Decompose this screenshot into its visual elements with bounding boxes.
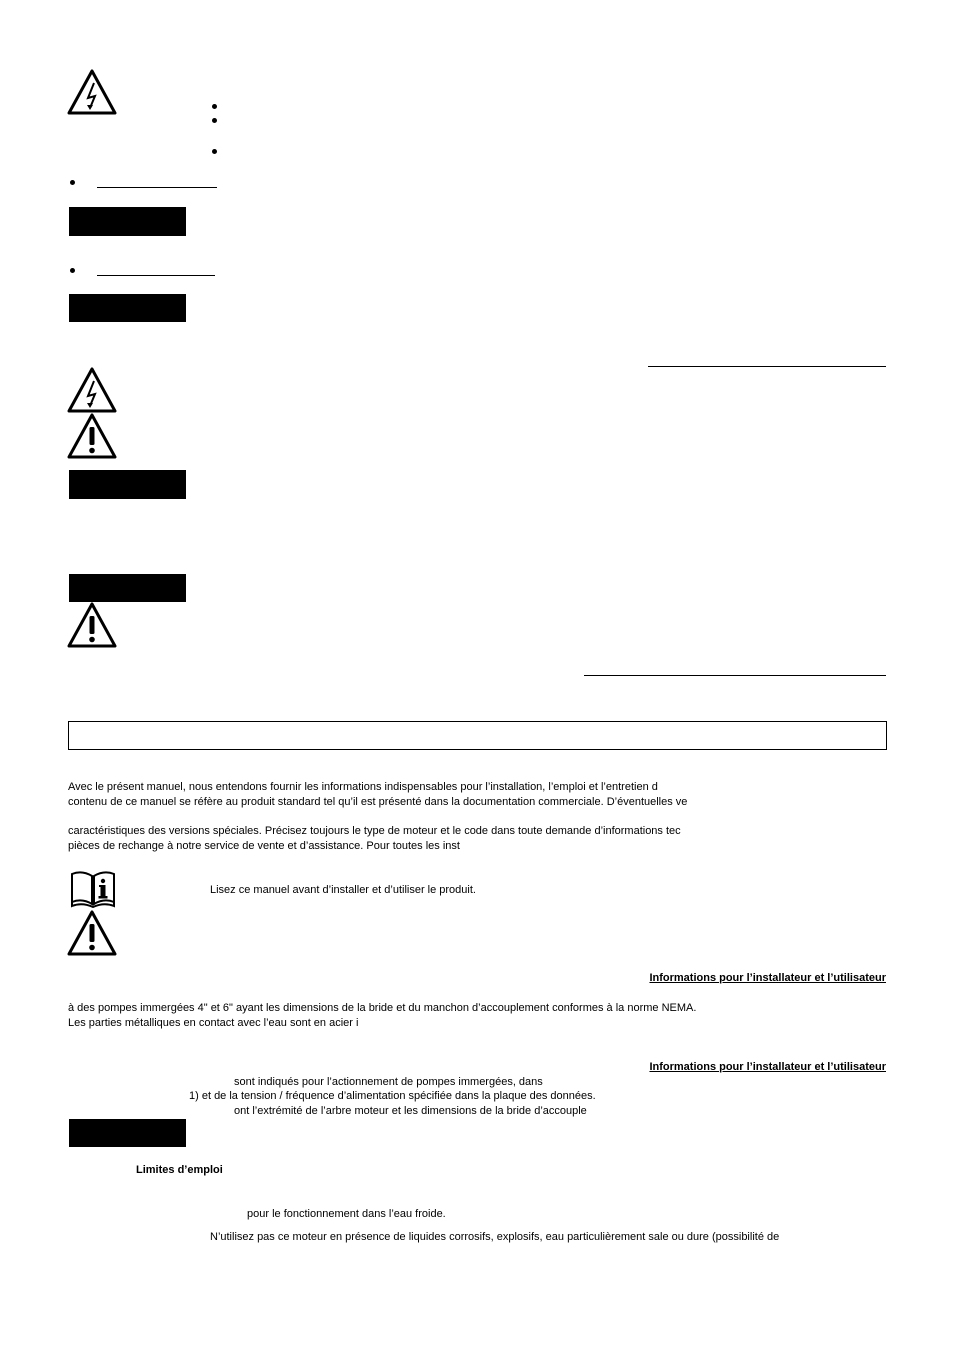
intro-line-4: pièces de rechange à notre service de vente et d’assistance. Pour toutes les inst	[68, 840, 460, 852]
bullet	[70, 180, 75, 185]
section-heading: Informations pour l’installateur et l’utilisateur	[649, 1061, 886, 1073]
redacted-label-box	[69, 470, 186, 499]
section2-line-2: 1) et de la tension / fréquence d’alimentation spécifiée dans la plaque des données.	[189, 1090, 596, 1102]
electric-warning-icon	[67, 69, 117, 115]
bullet	[70, 268, 75, 273]
section1-line-2: Les parties métalliques en contact avec l’eau sont en acier i	[68, 1017, 359, 1029]
limits-heading: Limites d’emploi	[136, 1164, 223, 1176]
bullet	[212, 149, 217, 154]
redacted-label-box	[69, 574, 186, 602]
section1-line-1: à des pompes immergées 4" et 6" ayant les dimensions de la bride et du manchon d’accouplement conformes à la norme NEMA.	[68, 1002, 697, 1014]
redacted-label-box	[69, 1119, 186, 1147]
general-warning-icon	[67, 910, 117, 956]
underline-rule	[97, 187, 217, 188]
underline-rule	[584, 675, 886, 676]
limits-line-1: pour le fonctionnement dans l’eau froide.	[247, 1208, 446, 1220]
general-warning-icon	[67, 602, 117, 648]
read-manual-icon	[70, 870, 116, 908]
redacted-label-box	[69, 294, 186, 322]
section-heading: Informations pour l’installateur et l’utilisateur	[649, 972, 886, 984]
read-manual-text: Lisez ce manuel avant d’installer et d’utiliser le produit.	[210, 884, 476, 896]
electric-warning-icon	[67, 367, 117, 413]
redacted-label-box	[69, 207, 186, 236]
general-warning-icon	[67, 413, 117, 459]
limits-line-2: N’utilisez pas ce moteur en présence de liquides corrosifs, explosifs, eau particulièrement sale ou dure (possibilité de	[210, 1231, 780, 1243]
intro-line-2: contenu de ce manuel se réfère au produit standard tel qu’il est présenté dans la documentation commerciale. D’éventuelles ve	[68, 796, 688, 808]
underline-rule	[97, 275, 215, 276]
bullet	[212, 104, 217, 109]
section2-line-3: ont l’extrémité de l’arbre moteur et les dimensions de la bride d’accouple	[234, 1105, 587, 1117]
bullet	[212, 118, 217, 123]
underline-rule	[648, 366, 886, 367]
empty-frame-box	[68, 721, 887, 750]
intro-line-1: Avec le présent manuel, nous entendons fournir les informations indispensables pour l’installation, l’emploi et l’entretien d	[68, 781, 658, 793]
intro-line-3: caractéristiques des versions spéciales. Précisez toujours le type de moteur et le code dans toute demande d’informations tec	[68, 825, 681, 837]
section2-line-1: sont indiqués pour l’actionnement de pompes immergées, dans	[234, 1076, 543, 1088]
